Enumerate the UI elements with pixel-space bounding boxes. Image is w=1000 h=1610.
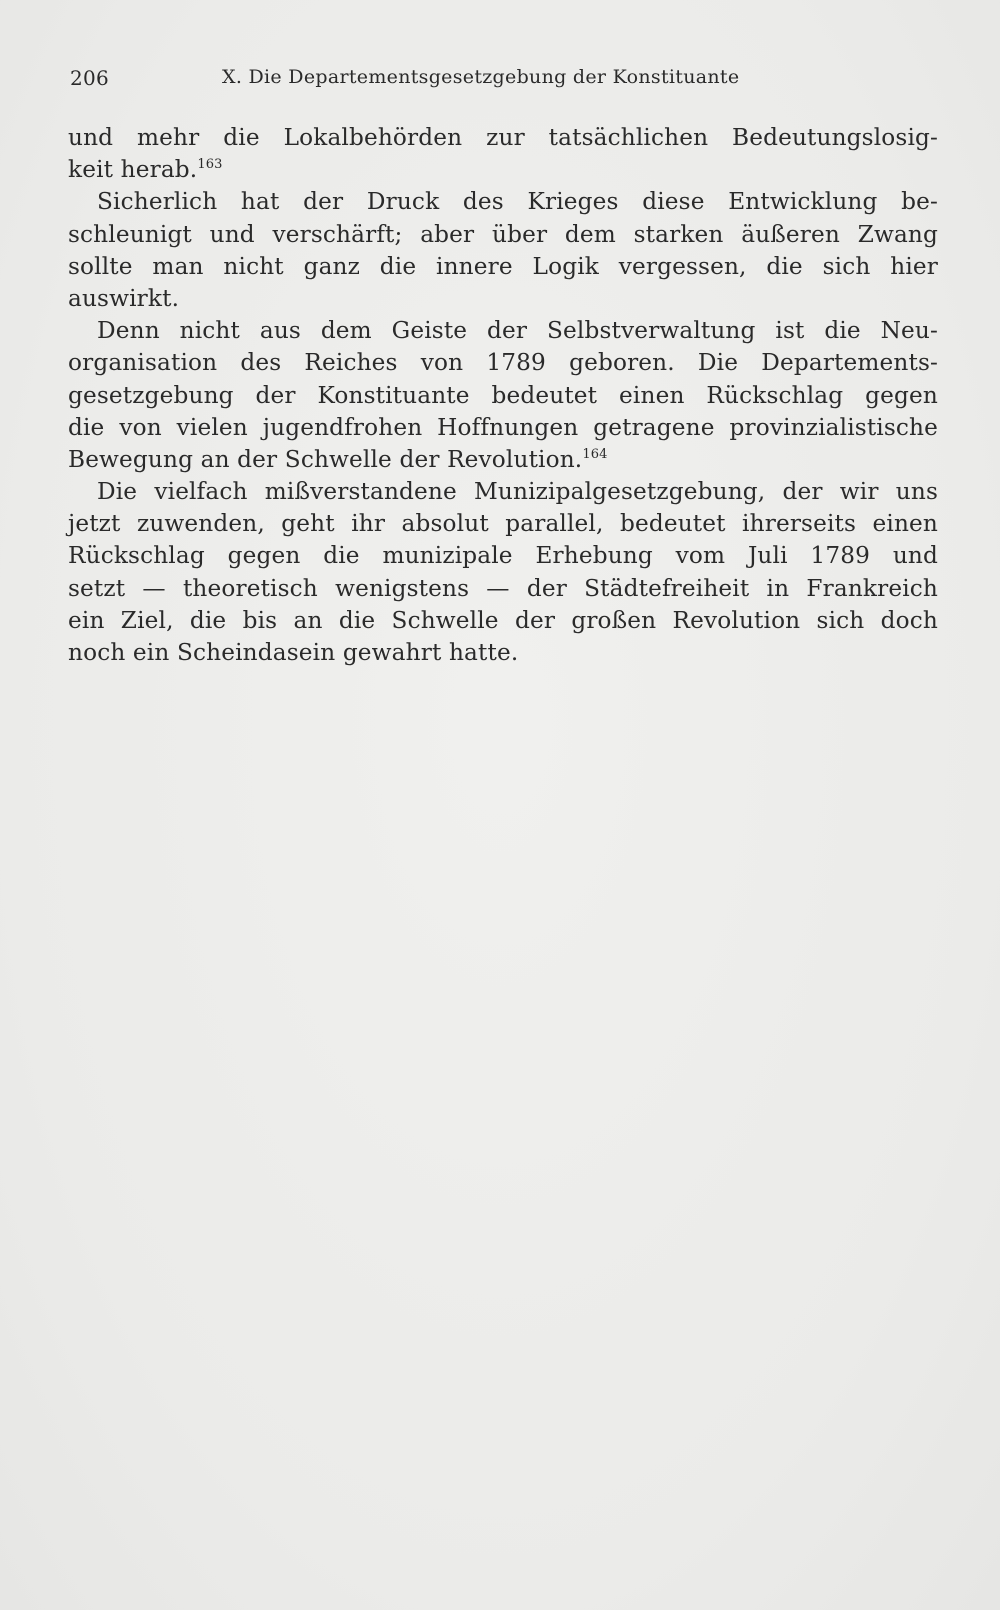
text-line: organisation des Reiches von 1789 geboren. Die Departements- bbox=[68, 349, 938, 377]
text-line bbox=[68, 444, 938, 476]
page-header bbox=[70, 66, 930, 96]
text-line: gesetzgebung der Konstituante bedeutet einen Rückschlag gegen bbox=[68, 381, 938, 409]
running-head: X. Die Departementsgesetzgebung der Konstituante bbox=[222, 66, 740, 88]
text-line-content: keit herab. bbox=[68, 156, 198, 184]
text-line: ein Ziel, die bis an die Schwelle der großen Revolution sich doch bbox=[68, 606, 938, 634]
footnote-ref: 163 bbox=[197, 157, 223, 173]
paragraph-first-line: Die vielfach mißverstandene Munizipalgesetzgebung, der wir uns bbox=[97, 478, 938, 506]
text-line: die von vielen jugendfrohen Hoffnungen getragene provinzialistische bbox=[68, 413, 938, 441]
text-line: Rückschlag gegen die munizipale Erhebung vom Juli 1789 und bbox=[68, 542, 938, 570]
page-number: 206 bbox=[70, 66, 110, 90]
body-text bbox=[68, 122, 938, 669]
footnote-ref: 164 bbox=[582, 446, 608, 462]
text-line: noch ein Scheindasein gewahrt hatte. bbox=[68, 639, 519, 666]
text-line bbox=[68, 154, 938, 186]
text-line: sollte man nicht ganz die innere Logik vergessen, die sich hier bbox=[68, 252, 938, 280]
paragraph-first-line: Sicherlich hat der Druck des Krieges diese Entwicklung be- bbox=[97, 188, 938, 216]
text-line-content: Bewegung an der Schwelle der Revolution. bbox=[68, 445, 583, 473]
text-line: setzt — theoretisch wenigstens — der Städtefreiheit in Frankreich bbox=[68, 574, 938, 602]
text-line: auswirkt. bbox=[68, 284, 180, 312]
text-line: und mehr die Lokalbehörden zur tatsächlichen Bedeutungslosig- bbox=[68, 124, 938, 151]
text-line: jetzt zuwenden, geht ihr absolut parallel, bedeutet ihrerseits einen bbox=[68, 510, 938, 538]
text-line: schleunigt und verschärft; aber über dem starken äußeren Zwang bbox=[68, 220, 938, 248]
paragraph-first-line: Denn nicht aus dem Geiste der Selbstverwaltung ist die Neu- bbox=[97, 317, 938, 345]
